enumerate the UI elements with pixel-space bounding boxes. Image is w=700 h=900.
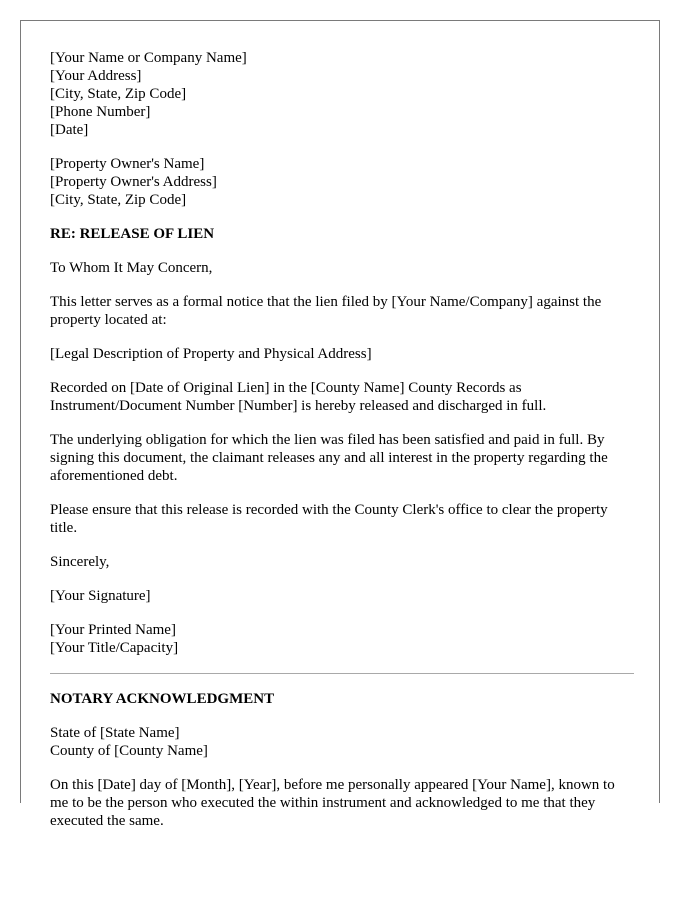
body-paragraph-recording: Recorded on [Date of Original Lien] in the [County Name] County Records as Instrument/Document Number [Number] is hereby released and discharged in full.: [50, 380, 547, 414]
valediction: Sincerely,: [50, 554, 110, 570]
recipient-address: [Property Owner's Address]: [50, 174, 217, 190]
body-paragraph-instructions: Please ensure that this release is recorded with the County Clerk's office to clear the property title.: [50, 502, 608, 536]
recipient-name: [Property Owner's Name]: [50, 156, 205, 172]
notary-statement: On this [Date] day of [Month], [Year], before me personally appeared [Your Name], known to me to be the person who executed the within instrument and acknowledged to me that they executed the same.: [50, 777, 615, 829]
recipient-city-state-zip: [City, State, Zip Code]: [50, 192, 187, 208]
subject-heading: RE: RELEASE OF LIEN: [50, 226, 215, 242]
legal-description: [Legal Description of Property and Physical Address]: [50, 346, 372, 362]
sender-block: [50, 49, 634, 139]
sender-name: [Your Name or Company Name]: [50, 50, 247, 66]
sender-city-state-zip: [City, State, Zip Code]: [50, 86, 187, 102]
notary-county: County of [County Name]: [50, 743, 208, 759]
notary-heading: NOTARY ACKNOWLEDGMENT: [50, 691, 275, 707]
signer-block: [50, 621, 634, 657]
section-divider: [50, 673, 634, 674]
notary-state: State of [State Name]: [50, 725, 180, 741]
letter-content: [50, 49, 634, 846]
printed-name: [Your Printed Name]: [50, 622, 176, 638]
body-paragraph-notice: This letter serves as a formal notice that the lien filed by [Your Name/Company] against the property located at:: [50, 294, 602, 328]
sender-date: [Date]: [50, 122, 89, 138]
recipient-block: [50, 155, 634, 209]
signer-title: [Your Title/Capacity]: [50, 640, 179, 656]
signature-placeholder: [Your Signature]: [50, 588, 151, 604]
sender-phone: [Phone Number]: [50, 104, 151, 120]
letter-page: [20, 20, 660, 829]
notary-venue: [50, 724, 634, 760]
salutation: To Whom It May Concern,: [50, 260, 213, 276]
sender-address: [Your Address]: [50, 68, 142, 84]
body-paragraph-obligation: The underlying obligation for which the lien was filed has been satisfied and paid in full. By signing this document, the claimant releases any and all interest in the property regarding the aforementioned debt.: [50, 432, 608, 484]
